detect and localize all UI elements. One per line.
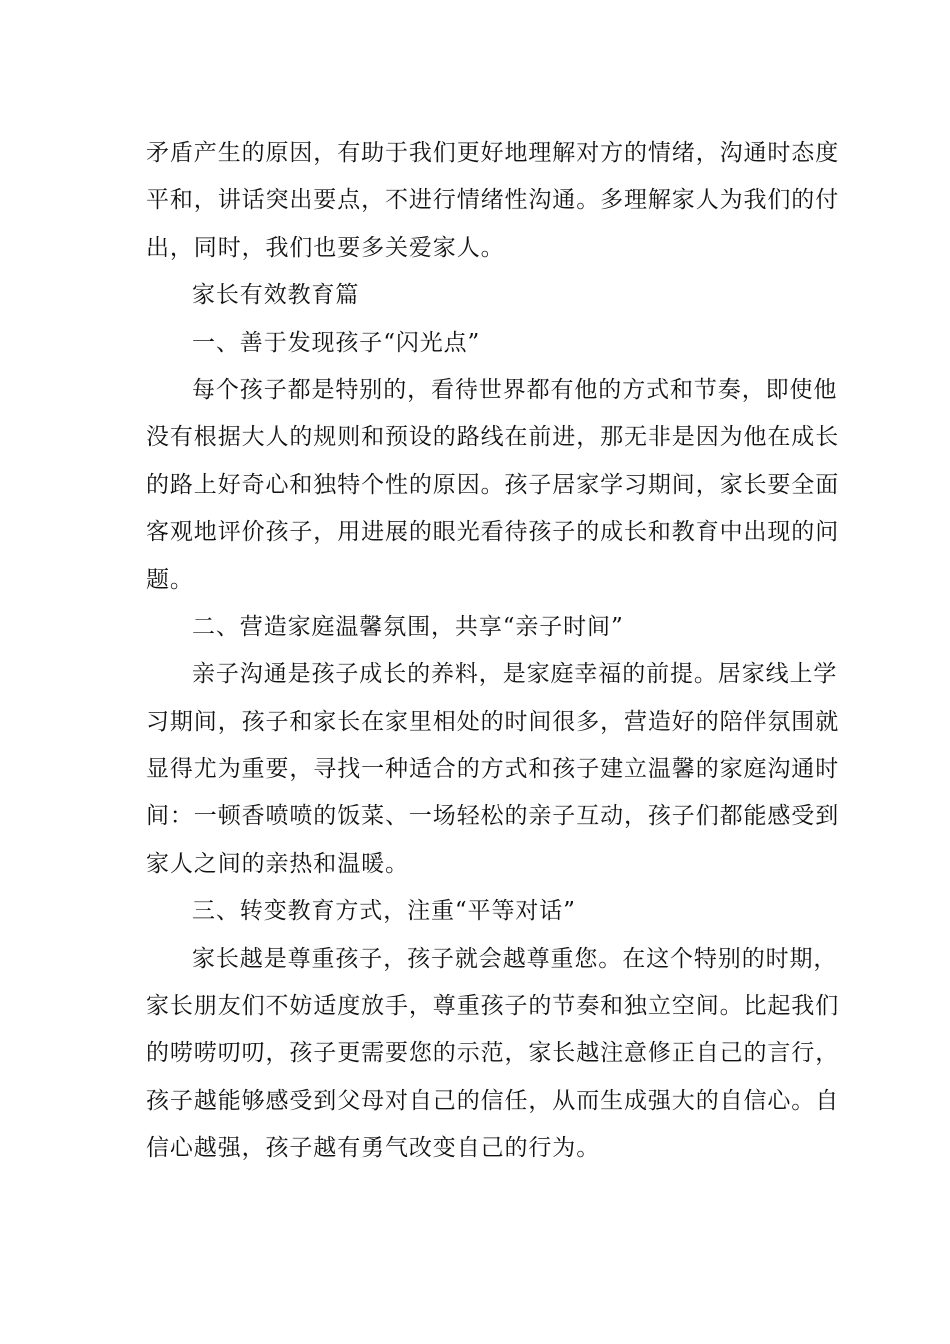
text-line: 矛盾产生的原因，有助于我们更好地理解对方的情绪，沟通时态度 xyxy=(146,140,840,166)
text-line: 没有根据大人的规则和预设的路线在前进，那无非是因为他在成长 xyxy=(146,424,840,451)
text-line: 平和，讲话突出要点，不进行情绪性沟通。多理解家人为我们的付 xyxy=(146,187,840,214)
text-line: 家人之间的亲热和温暖。 xyxy=(146,850,409,877)
text-line: 题。 xyxy=(146,566,194,593)
text-line: 习期间，孩子和家长在家里相处的时间很多，营造好的陪伴氛围就 xyxy=(146,708,840,735)
text-line: 的路上好奇心和独特个性的原因。孩子居家学习期间，家长要全面 xyxy=(146,471,840,498)
text-line: 客观地评价孩子，用进展的眼光看待孩子的成长和教育中出现的问 xyxy=(146,519,840,546)
text-line: 家长越是尊重孩子，孩子就会越尊重您。在这个特别的时期， xyxy=(192,945,838,972)
text-line: 孩子越能够感受到父母对自己的信任，从而生成强大的自信心。自 xyxy=(146,1087,840,1114)
text-line: 间：一顿香喷喷的饭菜、一场轻松的亲子互动，孩子们都能感受到 xyxy=(146,803,840,830)
text-line: 信心越强，孩子越有勇气改变自己的行为。 xyxy=(146,1135,601,1162)
text-line: 亲子沟通是孩子成长的养料，是家庭幸福的前提。居家线上学 xyxy=(192,661,838,688)
section-title: 家长有效教育篇 xyxy=(192,282,360,309)
heading-2: 二、营造家庭温馨氛围，共享“亲子时间” xyxy=(192,613,624,640)
heading-3: 三、转变教育方式，注重“平等对话” xyxy=(192,898,576,925)
text-line: 显得尤为重要，寻找一种适合的方式和孩子建立温馨的家庭沟通时 xyxy=(146,756,840,783)
text-line: 出，同时，我们也要多关爱家人。 xyxy=(146,234,505,261)
document-body xyxy=(146,134,840,1177)
text-line: 的唠唠叨叨，孩子更需要您的示范，家长越注意修正自己的言行， xyxy=(146,1040,840,1067)
text-line: 每个孩子都是特别的，看待世界都有他的方式和节奏，即使他 xyxy=(192,376,838,403)
text-line: 家长朋友们不妨适度放手，尊重孩子的节奏和独立空间。比起我们 xyxy=(146,993,840,1020)
heading-1: 一、善于发现孩子“闪光点” xyxy=(192,329,481,356)
